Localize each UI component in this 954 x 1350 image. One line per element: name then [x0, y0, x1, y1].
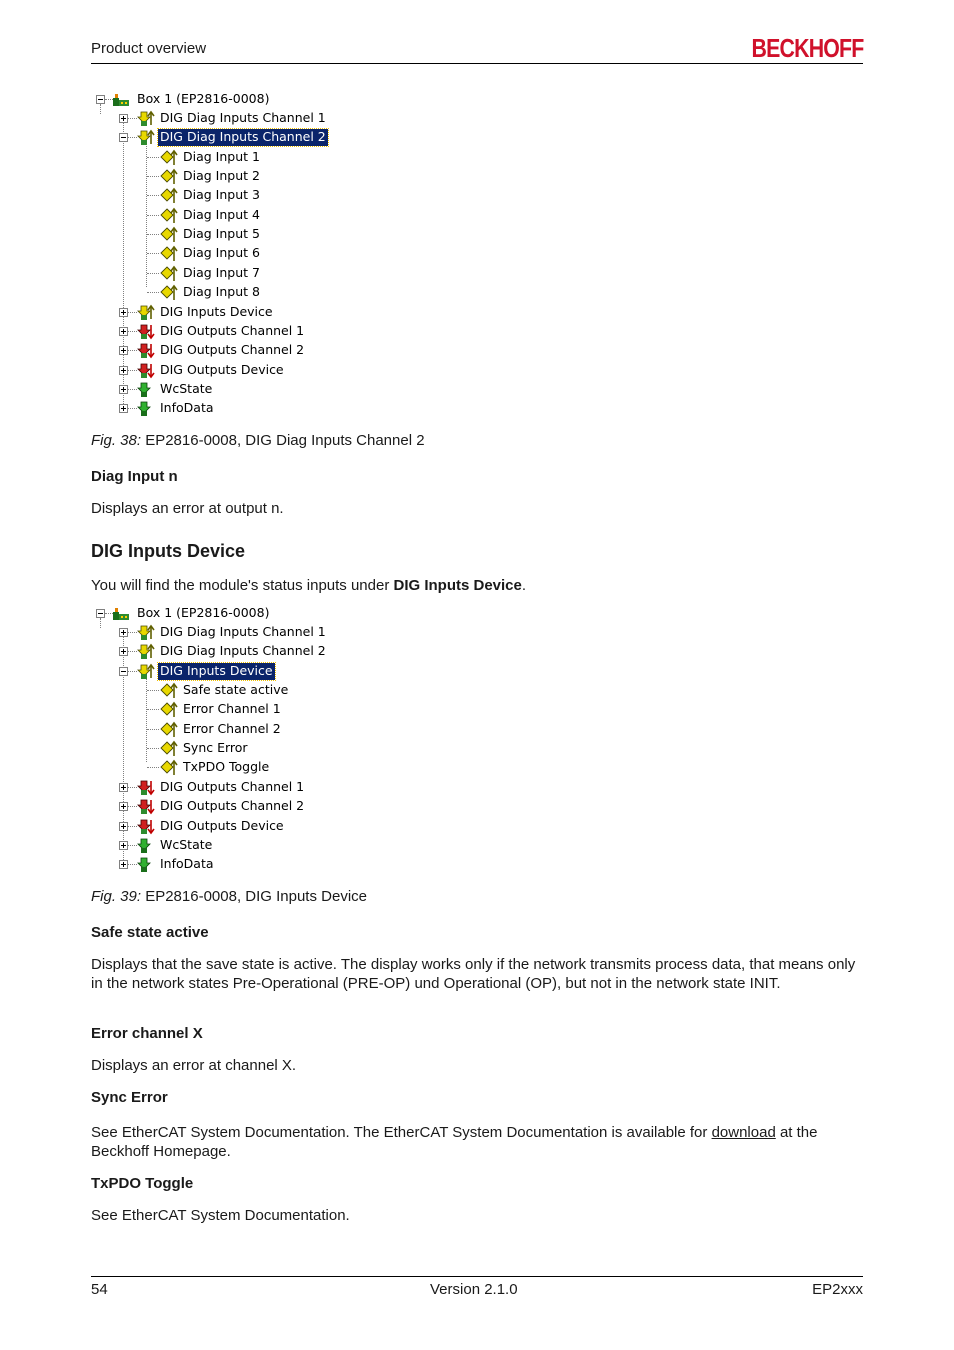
tree-item[interactable] — [92, 225, 492, 244]
expand-icon[interactable] — [119, 385, 128, 394]
expand-icon[interactable] — [119, 860, 128, 869]
var-input-icon — [160, 245, 178, 262]
expand-icon[interactable] — [119, 628, 128, 637]
tree-item[interactable] — [92, 700, 492, 719]
tree-label: DIG Diag Inputs Channel 1 — [160, 624, 326, 639]
tree-label: DIG Inputs Device — [160, 303, 273, 319]
section-heading-safe-state: Safe state active — [91, 924, 209, 941]
tree-root-box1[interactable] — [92, 90, 492, 109]
tree-label: DIG Outputs Device — [160, 361, 284, 377]
tree-item[interactable] — [92, 264, 492, 283]
var-input-icon — [160, 226, 178, 243]
tree-item[interactable] — [92, 720, 492, 739]
tree-label: DIG Outputs Device — [160, 817, 284, 833]
collapse-icon[interactable] — [96, 95, 105, 104]
tree-label: Box 1 (EP2816-0008) — [137, 91, 270, 106]
state-icon — [137, 381, 155, 398]
tree-label: Diag Input 5 — [183, 226, 260, 242]
output-icon — [137, 323, 155, 340]
expand-icon[interactable] — [119, 114, 128, 123]
var-input-icon — [160, 721, 178, 738]
input-icon — [137, 129, 155, 146]
state-icon — [137, 837, 155, 854]
var-input-icon — [160, 740, 178, 757]
tree-item[interactable] — [92, 244, 492, 263]
var-input-icon — [160, 149, 178, 166]
header-rule — [91, 63, 863, 64]
tree-item[interactable] — [92, 662, 492, 681]
var-input-icon — [160, 701, 178, 718]
tree-item[interactable] — [92, 778, 492, 797]
figure-caption-39: Fig. 39: EP2816-0008, DIG Inputs Device — [91, 888, 367, 905]
section-heading-sync-error: Sync Error — [91, 1089, 168, 1106]
input-icon — [137, 624, 155, 641]
tree-label: TxPDO Toggle — [183, 759, 270, 775]
expand-icon[interactable] — [119, 783, 128, 792]
page-number: 54 — [91, 1281, 108, 1298]
tree-label: Diag Input 6 — [183, 245, 260, 261]
output-icon — [137, 798, 155, 815]
state-icon — [137, 856, 155, 873]
tree-item[interactable] — [92, 623, 492, 642]
tree-label: DIG Diag Inputs Channel 2 — [160, 643, 326, 659]
footer-version: Version 2.1.0 — [430, 1281, 518, 1298]
var-input-icon — [160, 759, 178, 776]
expand-icon[interactable] — [119, 346, 128, 355]
tree-label: Diag Input 8 — [183, 284, 260, 300]
output-icon — [137, 362, 155, 379]
tree-root-box1[interactable] — [92, 604, 492, 623]
section-heading-dig-inputs-device: DIG Inputs Device — [91, 541, 246, 561]
tree-label: Safe state active — [183, 682, 289, 698]
collapse-icon[interactable] — [119, 667, 128, 676]
tree-label: Diag Input 1 — [183, 148, 260, 164]
tree-item[interactable] — [92, 186, 492, 205]
tree-item[interactable] — [92, 128, 492, 147]
input-icon — [137, 110, 155, 127]
var-input-icon — [160, 682, 178, 699]
tree-label: Sync Error — [183, 740, 248, 756]
expand-icon[interactable] — [119, 841, 128, 850]
tree-label: Box 1 (EP2816-0008) — [137, 605, 270, 620]
var-input-icon — [160, 187, 178, 204]
tree-label: DIG Inputs Device — [160, 662, 273, 678]
tree-label: WcState — [160, 380, 213, 396]
tree-item[interactable] — [92, 817, 492, 836]
paragraph-dig-inputs-device: You will find the module's status inputs under DIG Inputs Device. — [91, 577, 527, 594]
output-icon — [137, 342, 155, 359]
tree-label: Error Channel 1 — [183, 701, 281, 717]
tree-item[interactable] — [92, 797, 492, 816]
tree-item[interactable] — [92, 283, 492, 302]
expand-icon[interactable] — [119, 802, 128, 811]
collapse-icon[interactable] — [119, 133, 128, 142]
expand-icon[interactable] — [119, 404, 128, 413]
tree-label: Diag Input 3 — [183, 187, 260, 203]
tree-item[interactable] — [92, 167, 492, 186]
tree-label: Error Channel 2 — [183, 720, 281, 736]
paragraph-sync-error: See EtherCAT System Documentation. The EtherCAT System Documentation is available for download at the Beckhoff Homepage. — [91, 1124, 818, 1160]
tree-item[interactable] — [92, 642, 492, 661]
state-icon — [137, 400, 155, 417]
collapse-icon[interactable] — [96, 609, 105, 618]
expand-icon[interactable] — [119, 647, 128, 656]
tree-item[interactable] — [92, 739, 492, 758]
tree-label: InfoData — [160, 400, 214, 416]
output-icon — [137, 818, 155, 835]
box-device-icon — [112, 91, 130, 108]
tree-label: InfoData — [160, 856, 214, 872]
download-link[interactable]: download — [711, 1124, 776, 1141]
tree-label: DIG Outputs Channel 1 — [160, 778, 305, 794]
tree-item[interactable] — [92, 109, 492, 128]
tree-label: WcState — [160, 836, 213, 852]
figure-caption-38: Fig. 38: EP2816-0008, DIG Diag Inputs Channel 2 — [91, 432, 425, 449]
tree-item[interactable] — [92, 341, 492, 360]
paragraph-diag-input: Displays an error at output n. — [91, 500, 284, 517]
tree-label: DIG Outputs Channel 2 — [160, 798, 305, 814]
paragraph-safe-state: Displays that the save state is active. The display works only if the network transmits process data, that means only in the network states Pre-Operational (PRE-OP) und Operational (OP), but not in the network state INIT. — [91, 956, 856, 992]
footer-product: EP2xxx — [812, 1281, 863, 1298]
tree-item[interactable] — [92, 836, 492, 855]
var-input-icon — [160, 284, 178, 301]
tree-item[interactable] — [92, 148, 492, 167]
expand-icon[interactable] — [119, 822, 128, 831]
var-input-icon — [160, 265, 178, 282]
footer-rule — [91, 1276, 863, 1277]
tree-label: DIG Diag Inputs Channel 1 — [160, 110, 326, 125]
input-icon — [137, 304, 155, 321]
input-icon — [137, 663, 155, 680]
tree-label: Diag Input 7 — [183, 264, 260, 280]
tree-label: DIG Outputs Channel 2 — [160, 342, 305, 358]
tree-item[interactable] — [92, 303, 492, 322]
tree-label: Diag Input 4 — [183, 206, 260, 222]
tree-item[interactable] — [92, 681, 492, 700]
expand-icon[interactable] — [119, 308, 128, 317]
var-input-icon — [160, 168, 178, 185]
box-device-icon — [112, 605, 130, 622]
tree-item[interactable] — [92, 758, 492, 777]
tree-label: Diag Input 2 — [183, 168, 260, 184]
tree-label: DIG Diag Inputs Channel 2 — [160, 129, 326, 145]
section-heading-txpdo: TxPDO Toggle — [91, 1175, 194, 1192]
beckhoff-logo: BECKHOFF — [751, 33, 863, 63]
tree-item[interactable] — [92, 206, 492, 225]
paragraph-error-channel: Displays an error at channel X. — [91, 1057, 297, 1074]
tree-item[interactable] — [92, 380, 492, 399]
paragraph-txpdo: See EtherCAT System Documentation. — [91, 1207, 350, 1224]
tree-item[interactable] — [92, 399, 492, 418]
tree-label: DIG Outputs Channel 1 — [160, 322, 305, 338]
tree-item[interactable] — [92, 855, 492, 874]
output-icon — [137, 779, 155, 796]
expand-icon[interactable] — [119, 327, 128, 336]
input-icon — [137, 643, 155, 660]
expand-icon[interactable] — [119, 366, 128, 375]
section-heading-diag-input: Diag Input n — [91, 468, 178, 485]
tree-item[interactable] — [92, 322, 492, 341]
tree-item[interactable] — [92, 361, 492, 380]
var-input-icon — [160, 207, 178, 224]
section-heading-error-channel: Error channel X — [91, 1025, 203, 1042]
header-title: Product overview — [91, 40, 207, 57]
